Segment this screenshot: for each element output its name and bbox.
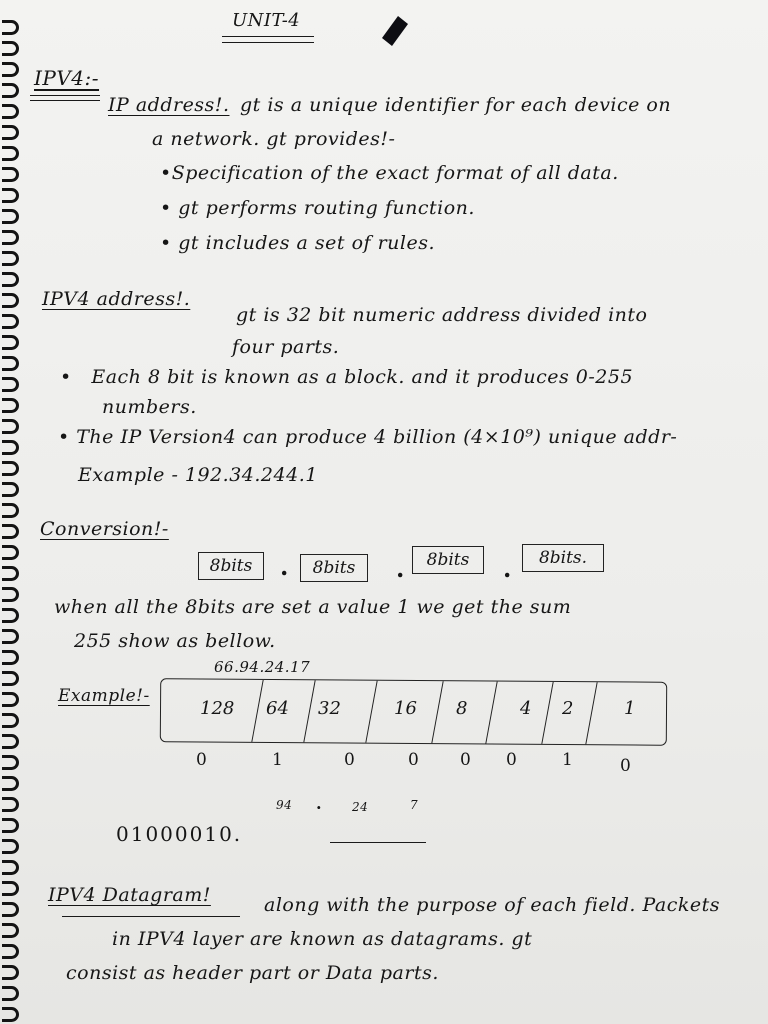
- ipv4-address-label: IPV4 address!.: [42, 288, 191, 310]
- datagram-underline: [62, 916, 240, 917]
- table-divider: [431, 681, 443, 743]
- binding-ring: [2, 146, 19, 161]
- binding-ring: [2, 209, 19, 224]
- binding-ring: [2, 125, 19, 140]
- binding-ring: [2, 440, 19, 455]
- binding-ring: [2, 923, 19, 938]
- bit-value: 0: [506, 750, 517, 770]
- dot-separator: .: [503, 554, 512, 583]
- binding-ring: [2, 608, 19, 623]
- address-above-table: 66.94.24.17: [214, 658, 311, 676]
- number-below: 94: [276, 798, 293, 812]
- binding-ring: [2, 776, 19, 791]
- binding-ring: [2, 566, 19, 581]
- binding-ring: [2, 503, 19, 518]
- bits-box-1: 8bits: [198, 552, 264, 580]
- ipv4-underline-2: [30, 100, 100, 101]
- datagram-line1: along with the purpose of each field. Packets: [264, 894, 721, 916]
- binding-ring: [2, 335, 19, 350]
- weight-cell: 64: [266, 698, 289, 719]
- weight-cell: 32: [318, 698, 341, 719]
- ipv4-bullet-2: • The IP Version4 can produce 4 billion (4×10⁹) unique addr-: [58, 426, 678, 448]
- example-label: Example!-: [58, 686, 150, 706]
- binding-ring: [2, 251, 19, 266]
- conversion-line1: when all the 8bits are set a value 1 we get the sum: [54, 596, 572, 618]
- binding-ring: [2, 293, 19, 308]
- bit-value: 0: [620, 756, 631, 776]
- datagram-line2: in IPV4 layer are known as datagrams. gt: [112, 928, 533, 950]
- bit-value: 0: [408, 750, 419, 770]
- ipv4-heading: IPV4:-: [34, 66, 100, 90]
- binding-ring: [2, 629, 19, 644]
- binding-ring: [2, 860, 19, 875]
- binding-ring: [2, 545, 19, 560]
- bit-value: 1: [272, 750, 283, 770]
- bit-value: 0: [344, 750, 355, 770]
- dot-separator: .: [280, 552, 289, 581]
- binding-ring: [2, 398, 19, 413]
- weight-cell: 128: [200, 698, 235, 719]
- table-divider: [303, 680, 315, 742]
- ip-address-bullet-1: •Specification of the exact format of all data.: [160, 162, 619, 184]
- ip-address-bullet-2: • gt performs routing function.: [160, 197, 475, 219]
- binary-result: 01000010.: [116, 822, 243, 846]
- ipv4-bullet-1-cont: numbers.: [102, 396, 197, 418]
- binding-ring: [2, 20, 19, 35]
- binding-ring: [2, 755, 19, 770]
- ipv4-address-line2: four parts.: [232, 336, 340, 358]
- binding-ring: [2, 839, 19, 854]
- binding-ring: [2, 713, 19, 728]
- bullet-text: Specification of the exact format of all data.: [171, 162, 619, 184]
- number-below: 24: [352, 800, 369, 814]
- binding-ring: [2, 818, 19, 833]
- ipv4-address-line1: gt is 32 bit numeric address divided into: [236, 304, 648, 326]
- datagram-label: IPV4 Datagram!: [48, 884, 211, 906]
- ipv4-bullet-1: • Each 8 bit is known as a block. and it produces 0-255: [60, 366, 634, 388]
- ipv4-underline-1: [30, 95, 100, 96]
- binding-ring: [2, 461, 19, 476]
- binding-ring: [2, 881, 19, 896]
- binding-ring: [2, 671, 19, 686]
- weight-cell: 8: [456, 698, 468, 719]
- conversion-label: Conversion!-: [40, 518, 169, 540]
- weight-cell: 4: [520, 698, 532, 719]
- binding-ring: [2, 62, 19, 77]
- binding-ring: [2, 230, 19, 245]
- bullet-text: gt includes a set of rules.: [178, 232, 436, 254]
- bullet-text: gt performs routing function.: [178, 197, 475, 219]
- binding-ring: [2, 650, 19, 665]
- binding-ring: [2, 41, 19, 56]
- ink-blot-mark: [376, 12, 412, 48]
- table-divider: [365, 681, 377, 743]
- weight-cell: 16: [394, 698, 417, 719]
- bit-value: 1: [562, 750, 573, 770]
- binding-ring: [2, 482, 19, 497]
- title-underline-2: [222, 42, 314, 43]
- datagram-line3: consist as header part or Data parts.: [66, 962, 439, 984]
- binding-ring: [2, 419, 19, 434]
- binding-ring: [2, 692, 19, 707]
- ipv4-example: Example - 192.34.244.1: [78, 464, 318, 486]
- ip-address-line1: gt is a unique identifier for each device on: [240, 94, 672, 116]
- bullet-text: Each 8 bit is known as a block. and it produces 0-255: [91, 366, 634, 388]
- binding-ring: [2, 377, 19, 392]
- bit-value: 0: [196, 750, 207, 770]
- binding-ring: [2, 734, 19, 749]
- binding-ring: [2, 797, 19, 812]
- ip-address-bullet-3: • gt includes a set of rules.: [160, 232, 436, 254]
- result-underline: [330, 842, 426, 843]
- binding-ring: [2, 83, 19, 98]
- unit-title: UNIT-4: [232, 10, 301, 31]
- weight-cell: 2: [562, 698, 574, 719]
- number-below: 7: [410, 798, 419, 812]
- table-divider: [541, 682, 553, 744]
- binding-ring: [2, 272, 19, 287]
- binding-ring: [2, 965, 19, 980]
- title-underline: [222, 36, 314, 37]
- binding-ring: [2, 314, 19, 329]
- bits-box-4: 8bits.: [522, 544, 604, 572]
- table-divider: [485, 682, 497, 744]
- weight-cell: 1: [624, 698, 636, 719]
- binding-ring: [2, 902, 19, 917]
- binding-ring: [2, 1007, 19, 1022]
- table-divider: [251, 680, 263, 742]
- binding-ring: [2, 104, 19, 119]
- dot-separator: .: [396, 554, 405, 583]
- bit-value: 0: [460, 750, 471, 770]
- binding-ring: [2, 356, 19, 371]
- bullet-text: The IP Version4 can produce 4 billion (4×10⁹) unique addr-: [76, 426, 678, 448]
- table-divider: [585, 682, 597, 744]
- spiral-binding: [0, 0, 22, 1024]
- ip-address-label: IP address!.: [108, 94, 230, 116]
- ip-address-line2: a network. gt provides!-: [152, 128, 396, 150]
- binding-ring: [2, 986, 19, 1001]
- conversion-line2: 255 show as bellow.: [74, 630, 276, 652]
- bits-box-2: 8bits: [300, 554, 368, 582]
- binding-ring: [2, 524, 19, 539]
- binding-ring: [2, 944, 19, 959]
- dot-separator: .: [316, 794, 322, 813]
- binding-ring: [2, 587, 19, 602]
- bits-box-3: 8bits: [412, 546, 484, 574]
- binding-ring: [2, 188, 19, 203]
- binding-ring: [2, 167, 19, 182]
